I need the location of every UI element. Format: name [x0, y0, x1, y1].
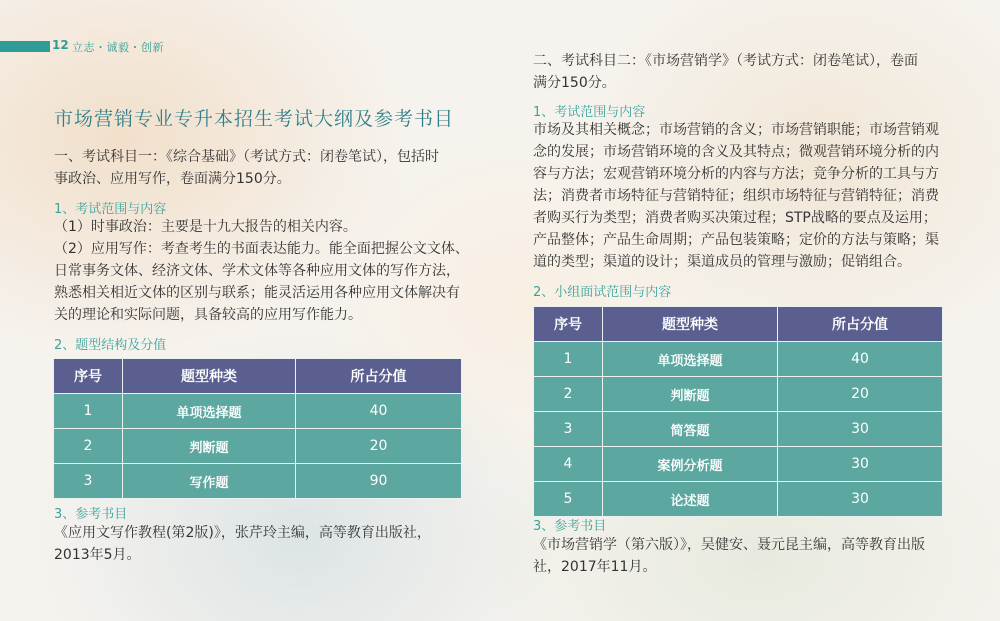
subject1-heading-line2: 事政治、应用写作，卷面满分150分。 [54, 171, 291, 187]
table-cell: 判断题 [123, 429, 296, 464]
books-line: 《市场营销学（第六版）》，吴健安、聂元昆主编，高等教育出版 [533, 537, 925, 553]
subject1-scope-text [54, 216, 484, 326]
table-cell: 写作题 [123, 464, 296, 499]
scope-line: 容与方法；宏观营销环境分析的内容与方法；竞争分析的工具与方 [533, 166, 939, 182]
table-cell: 判断题 [603, 377, 778, 412]
scope-line: （1）时事政治：主要是十九大报告的相关内容。 [54, 219, 357, 235]
scope-line: 产品整体；产品生命周期；产品包装策略；定价的方法与策略；渠 [533, 232, 939, 248]
books-line: 2013年5月。 [54, 547, 141, 563]
table-cell: 30 [778, 412, 943, 447]
scope-line: 市场及其相关概念；市场营销的含义；市场营销职能；市场营销观 [533, 122, 939, 138]
table-cell: 2 [534, 377, 603, 412]
table-header: 序号 [534, 307, 603, 342]
table-cell: 论述题 [603, 482, 778, 517]
table-cell: 3 [54, 464, 123, 499]
subject2-heading-line1: 二、考试科目二：《市场营销学》（考试方式：闭卷笔试），卷面 [533, 53, 918, 69]
scope-line: 日常事务文体、经济文体、学术文体等各种应用文体的写作方法， [54, 263, 460, 279]
table-cell: 40 [778, 342, 943, 377]
table-cell: 简答题 [603, 412, 778, 447]
table-cell: 5 [534, 482, 603, 517]
subject2-books-title: 3、参考书目 [533, 519, 607, 534]
page-title: 市场营销专业专升本招生考试大纲及参考书目 [54, 108, 455, 130]
subject2-score-table [533, 306, 943, 517]
subject1-books-text [54, 522, 484, 566]
scope-line: 者购买行为类型；消费者购买决策过程；STP战略的要点及运用； [533, 210, 937, 226]
scope-line: 关的理论和实际问题，具备较高的应用写作能力。 [54, 307, 362, 323]
page-number: 12 [52, 38, 69, 52]
table-row [534, 482, 943, 517]
scope-line: 法；消费者市场特征与营销特征；组织市场特征与营销特征；消费 [533, 188, 939, 204]
table-cell: 单项选择题 [123, 394, 296, 429]
header-accent-bar [0, 41, 50, 52]
table-cell: 案例分析题 [603, 447, 778, 482]
table-row [54, 464, 462, 499]
table-header: 所占分值 [296, 359, 462, 394]
table-row [534, 447, 943, 482]
books-line: 《应用文写作教程(第2版)》，张芹玲主编，高等教育出版社， [54, 525, 431, 541]
table-row [534, 342, 943, 377]
table-cell: 1 [534, 342, 603, 377]
table-cell: 20 [296, 429, 462, 464]
subject1-heading [54, 146, 439, 190]
table-cell: 30 [778, 447, 943, 482]
subject2-heading-line2: 满分150分。 [533, 75, 616, 91]
table-cell: 3 [534, 412, 603, 447]
table-cell: 2 [54, 429, 123, 464]
table-header: 所占分值 [778, 307, 943, 342]
table-cell: 4 [534, 447, 603, 482]
table-cell: 1 [54, 394, 123, 429]
subject1-score-table [53, 358, 462, 499]
subject2-books-text [533, 534, 973, 578]
table-cell: 单项选择题 [603, 342, 778, 377]
subject1-heading-line1: 一、考试科目一：《综合基础》（考试方式：闭卷笔试），包括时 [54, 149, 439, 165]
subject1-scope-title: 1、考试范围与内容 [54, 202, 167, 217]
scope-line: 道的类型；渠道的设计；渠道成员的管理与激励；促销组合。 [533, 254, 911, 270]
table-row [534, 412, 943, 447]
books-line: 社，2017年11月。 [533, 559, 657, 575]
table-cell: 90 [296, 464, 462, 499]
table-cell: 40 [296, 394, 462, 429]
table-cell: 30 [778, 482, 943, 517]
subject2-heading [533, 50, 918, 94]
scope-line: （2）应用写作：考查考生的书面表达能力。能全面把握公文文体、 [54, 241, 469, 257]
table-cell: 20 [778, 377, 943, 412]
table-header: 题型种类 [123, 359, 296, 394]
table-header: 序号 [54, 359, 123, 394]
scope-line: 熟悉相关相近文体的区别与联系；能灵活运用各种应用文体解决有 [54, 285, 460, 301]
header-motto: 立志・诚毅・创新 [72, 41, 164, 54]
subject2-scope-title: 1、考试范围与内容 [533, 105, 646, 120]
subject2-scope-text [533, 119, 973, 273]
subject1-books-title: 3、参考书目 [54, 507, 128, 522]
scope-line: 念的发展；市场营销环境的含义及其特点；微观营销环境分析的内 [533, 144, 939, 160]
subject1-structure-title: 2、题型结构及分值 [54, 338, 167, 353]
table-header: 题型种类 [603, 307, 778, 342]
table-row [54, 394, 462, 429]
subject2-interview-title: 2、小组面试范围与内容 [533, 285, 672, 300]
table-row [54, 429, 462, 464]
table-row [534, 377, 943, 412]
